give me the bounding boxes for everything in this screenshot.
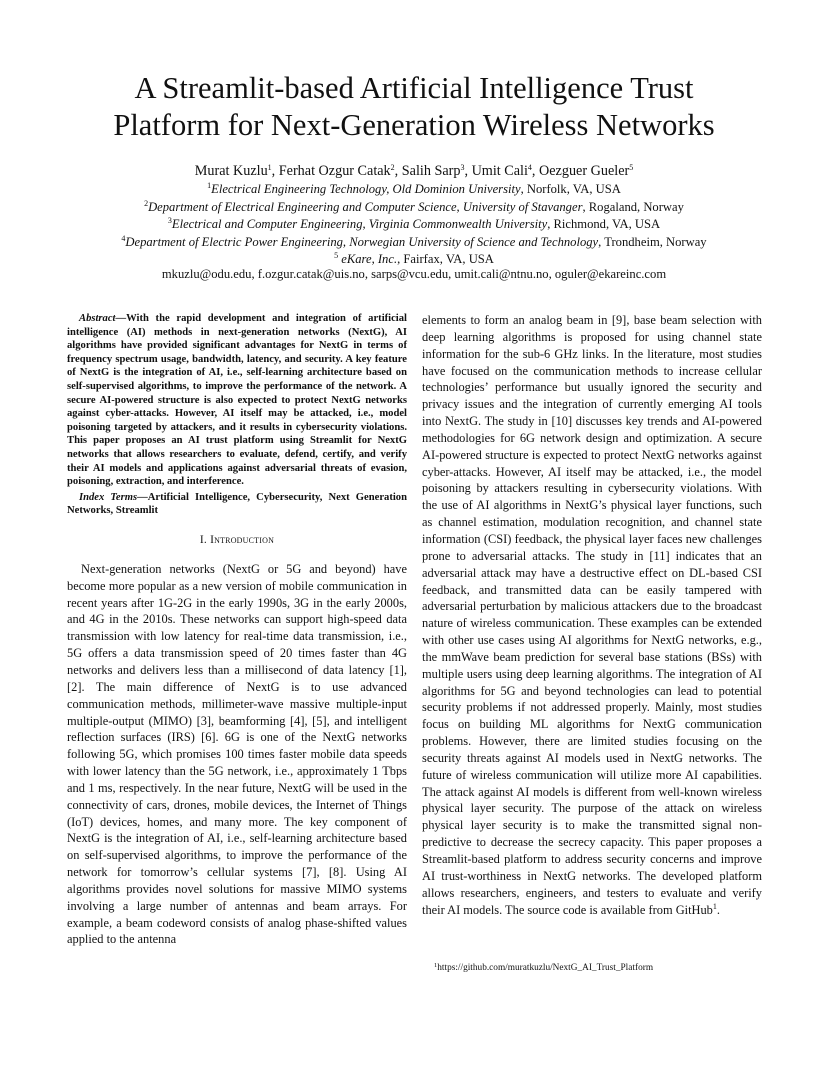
index-terms-text: —Artificial Intelligence, Cybersecurity, Next Generation Networks, Streamlit [67,491,407,517]
abstract [67,312,407,489]
right-column [422,312,762,918]
affiliation: $^5$ eKare, Inc., Fairfax, VA, USA [334,251,494,266]
abstract-text: —With the rapid development and integration of artificial intelligence (AI) methods in next-generation networks (NextG), AI algorithms have provided significant advantages for NextG in terms of frequency spectrum usage, bandwidth, latency, and security. A key feature of NextG is the integration of AI, i.e., self-learning architecture based on self-supervised algorithms, to improve the performance of the network. A secure AI-powered structure is also expected to protect NextG networks against cyber-attacks. However, AI itself may be attacked, i.e., model poisoning targeted by attackers, and it results in cybersecurity violations. This paper proposes an AI trust platform using Streamlit for NextG networks that allows researchers to evaluate, defend, certify, and verify their AI models and applications against adversarial threats of evasion, poisoning, extraction, and interference. [67,313,407,488]
author: Salih Sarp$^3$ [401,163,465,179]
paper-title [40,70,788,144]
footnote-reference: 1 [712,901,717,911]
affiliation-list [10,181,818,269]
affiliation: $^2$Department of Electrical Engineering and Computer Science, University of Stavanger, Rogaland, Norway [144,198,684,214]
index-terms-lead: Index Terms [79,491,138,503]
affiliation: $^3$Electrical and Computer Engineering, Virginia Commonwealth University, Richmond, VA, USA [167,216,661,231]
intro-paragraph-left: Next-generation networks (NextG or 5G and beyond) have become more popular as a new version of mobile communication in recent years after 1G-2G in the early 1990s, 3G in the early 2000s, and 4G in the 2010s. These networks can support high-speed data transmission with low latency for real-time data transmission, i.e., 5G offers a data transmission speed of 20 times faster than 4G networks and delivers less than a millisecond of data latency [1], [2]. The main difference of NextG is to use advanced communication methods, millimeter-wave massive multiple-input multiple-output (MIMO) [3], beamforming [4], [5], and intelligent reflection surfaces (IRS) [6]. 6G is one of the NextG networks following 5G, which promises 100 times faster mobile data speeds with lower latency than the 5G network, i.e., approximately 1 Tbps and 1 ms, respectively. In the near future, NextG will be used in the connectivity of cars, drones, mobile devices, the Internet of Things (IoT) devices, homes, and many more. The key component of NextG is the integration of AI, i.e., self-learning architecture based on self-supervised algorithms, to improve the performance of the network for tomorrow’s cellular systems [7], [8]. Using AI algorithms provides novel solutions for massive MIMO systems involving a large number of antennas and beam arrays. For example, a beam codeword consists of analog phase-shifted values applied to the antenna [67,561,407,947]
index-terms [67,491,407,518]
author: Ferhat Ozgur Catak$^2$ [278,163,395,179]
left-column [67,312,407,948]
author-emails: mkuzlu@odu.edu, f.ozgur.catak@uis.no, sarps@vcu.edu, umit.cali@ntnu.no, oguler@ekareinc.com [161,267,667,281]
intro-text-right: elements to form an analog beam in [9], base beam selection with deep learning algorithms is proposed for using channel state information for the sub-6 GHz links. In the literature, most studies have focused on the communication methods to increase cellular technologies’ performance but usually ignored the security and privacy issues and the integration of currently emerging AI tools into NextG. The study in [10] discusses key trends and AI-powered methodologies for 6G network design and optimization. A secure AI-powered structure is expected to protect NextG networks against cyber-attacks. However, AI itself may be attacked, i.e., the model poisoning by attackers resulting in cybersecurity violations. With the use of AI algorithms in NextG’s physical layer functions, such as channel estimation, modulation recognition, and channel state information (CSI) feedback, the physical layer faces new challenges prone to adversarial attacks. The study in [11] indicates that an adversarial attack may have a destructive effect on DL-based CSI feedback, and transmitted data can be easily tampered with adversarial perturbation by malicious attackers due to the broadcast nature of wireless communication. These examples can be extended with other use cases using AI algorithms for NextG networks, e.g., the mmWave beam prediction for several base stations (BSs) with multiple users using deep learning algorithms. The integration of AI algorithms for 5G and beyond technologies can lead to potential security problems if not addressed properly. Mainly, most studies focus on building ML algorithms for NextG communication problems. However, there are limited studies focusing on the security threats against AI models used in NextG networks. The future of wireless communication will utilize more AI capabilities. The attack against AI models is different from well-known wireless physical layer security. The purpose of the attack on wireless physical layer security is to make the transmitted signal non-predictive to decrease the secrecy capacity. This paper proposes a Streamlit-based platform to address security concerns and improve AI trust-worthiness in NextG networks. The developed platform allows researchers, engineers, and testers to evaluate and verify their AI models. The source code is available from GitHub [422,313,762,917]
footnote [434,962,764,974]
footnote-url[interactable]: https://github.com/muratkuzlu/NextG_AI_Trust_Platform [437,963,654,973]
author: Umit Cali$^4$ [471,163,532,179]
author: Oezguer Gueler$^5$ [539,163,634,179]
section-number: I. [199,533,211,546]
title-line-2: Platform for Next-Generation Wireless Networks [113,108,715,142]
abstract-lead: Abstract [79,313,116,324]
section-title: Introduction [210,533,275,546]
affiliation: $^4$Department of Electric Power Engineering, Norwegian University of Science and Technology, Trondheim, Norway [121,233,707,249]
author: Murat Kuzlu$^1$ [194,163,272,179]
section-heading-introduction [67,533,407,547]
intro-paragraph-right: elements to form an analog beam in [9], base beam selection with deep learning algorithms is proposed for using channel state information for the sub-6 GHz links. In the literature, most studies have focused on the communication methods to increase cellular technologies’ performance but usually ignored the security and privacy issues and the integration of currently emerging AI tools into NextG. The study in [10] discusses key trends and AI-powered methodologies for 6G network design and optimization. A secure AI-powered structure is expected to protect NextG networks against cyber-attacks. However, AI itself may be attacked, i.e., the model poisoning by attackers resulting in cybersecurity violations. With the use of AI algorithms in NextG’s physical layer functions, such as channel estimation, modulation recognition, and channel state information (CSI) feedback, the physical layer faces new challenges prone to adversarial attacks. The study in [11] indicates that an adversarial attack may have a destructive effect on DL-based CSI feedback, and transmitted data can be easily tampered with adversarial perturbation by malicious attackers due to the broadcast nature of wireless communication. These examples can be extended with other use cases using AI algorithms for NextG networks, e.g., the mmWave beam prediction for several base stations (BSs) with multiple users using deep learning algorithms. The integration of AI algorithms for 5G and beyond technologies can lead to potential security problems if not addressed properly. Mainly, most studies focus on building ML algorithms for NextG communication problems. However, there are limited studies focusing on the security threats against AI models used in NextG networks. The future of wireless communication will utilize more AI capabilities. The attack against AI models is different from well-known wireless physical layer security. The purpose of the attack on wireless physical layer security is to make the transmitted signal non-predictive to decrease the secrecy capacity. This paper proposes a Streamlit-based platform to address security concerns and improve AI trust-worthiness in NextG networks. The developed platform allows researchers, engineers, and testers to evaluate and verify their AI models. The source code is available from GitHub$^1$. [422,313,762,917]
affiliation: $^1$Electrical Engineering Technology, Old Dominion University, Norfolk, VA, USA [207,181,621,196]
footnote-mark: 1 [434,962,438,969]
author-list: Murat Kuzlu$^1$, Ferhat Ozgur Catak$^2$, Salih Sarp$^3$, Umit Cali$^4$, Oezguer Gueler$^5$ [194,163,634,179]
title-line-1: A Streamlit-based Artificial Intelligence Trust [134,71,694,105]
